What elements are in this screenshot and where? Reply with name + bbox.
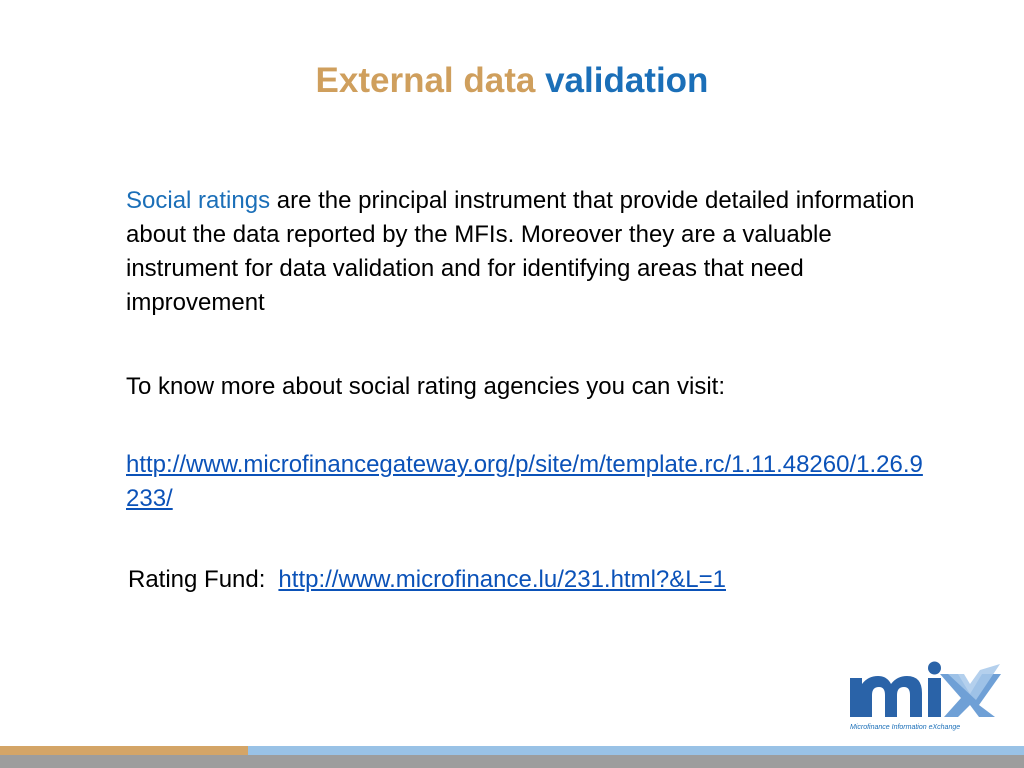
footer-bar-gray	[0, 755, 1024, 768]
intro-paragraph	[126, 184, 916, 320]
rating-fund-link[interactable]: http://www.microfinance.lu/231.html?&L=1	[278, 566, 726, 593]
slide-title	[0, 58, 1024, 104]
intro-paragraph-text: are the principal instrument that provide detailed information about the data reported by the MFIs. Moreover they are a valuable instrument for data validation and for identifying areas that need improvement	[126, 187, 915, 316]
microfinance-gateway-link[interactable]: http://www.microfinancegateway.org/p/site/m/template.rc/1.11.48260/1.26.9233/	[126, 451, 923, 512]
logo-tagline: Microfinance Information eXchange	[850, 724, 961, 731]
title-part-1: External data	[315, 61, 536, 100]
title-part-2: validation	[545, 61, 709, 100]
slide-content	[126, 184, 926, 593]
footer-bar-gold	[0, 746, 248, 755]
footer-bar-blue	[248, 746, 1024, 755]
agencies-paragraph: To know more about social rating agencies you can visit:	[126, 373, 725, 400]
social-ratings-highlight: Social ratings	[126, 187, 271, 214]
rating-fund-label: Rating Fund:	[128, 566, 266, 593]
microfinance-gateway-link-line	[126, 448, 926, 516]
rating-fund-line	[128, 563, 726, 597]
